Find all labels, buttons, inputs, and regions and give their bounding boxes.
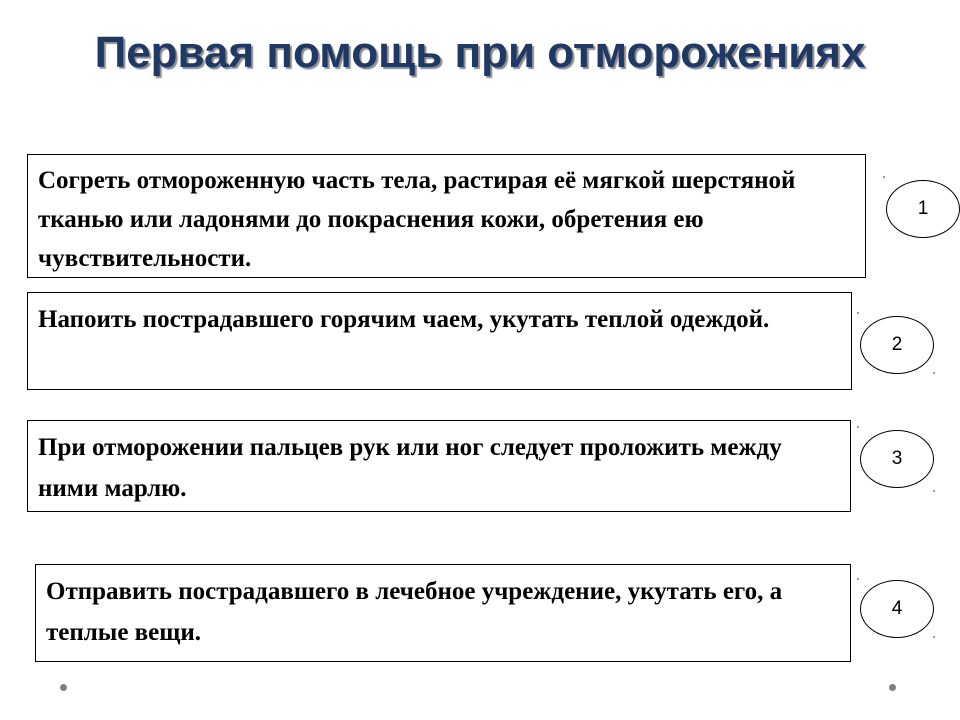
title-area [0,18,960,154]
step-text-2: Напоить пострадавшего горячим чаем, укутать теплой одеждой. [38,306,770,333]
selection-handle [857,312,859,314]
step-text-1: Согреть отмороженную часть тела, растирая её мягкой шерстяной тканью или ладонями до покраснения кожи, обретения ею чувствительности. [38,167,796,272]
step-box-4 [35,564,851,662]
step-box-1 [27,154,866,278]
selection-handle [883,176,885,178]
bullet-dot-left [60,684,67,691]
step-badge-1: 1 [886,180,960,238]
slide-title: Первая помощь при отморожениях [94,28,866,77]
step-box-3 [27,420,851,512]
step-box-2 [27,292,852,390]
selection-handle [933,636,935,638]
selection-handle [933,490,935,492]
step-text-4: Отправить пострадавшего в лечебное учреждение, укутать его, а теплые вещи. [46,578,783,646]
selection-handle [857,578,859,580]
bullet-dot-right [889,684,896,691]
step-text-3: При отморожении пальцев рук или ног следует проложить между ними марлю. [38,434,782,502]
step-badge-4: 4 [860,580,934,638]
selection-handle [857,426,859,428]
step-badge-3: 3 [860,430,934,488]
selection-handle [933,372,935,374]
step-badge-2: 2 [860,316,934,374]
